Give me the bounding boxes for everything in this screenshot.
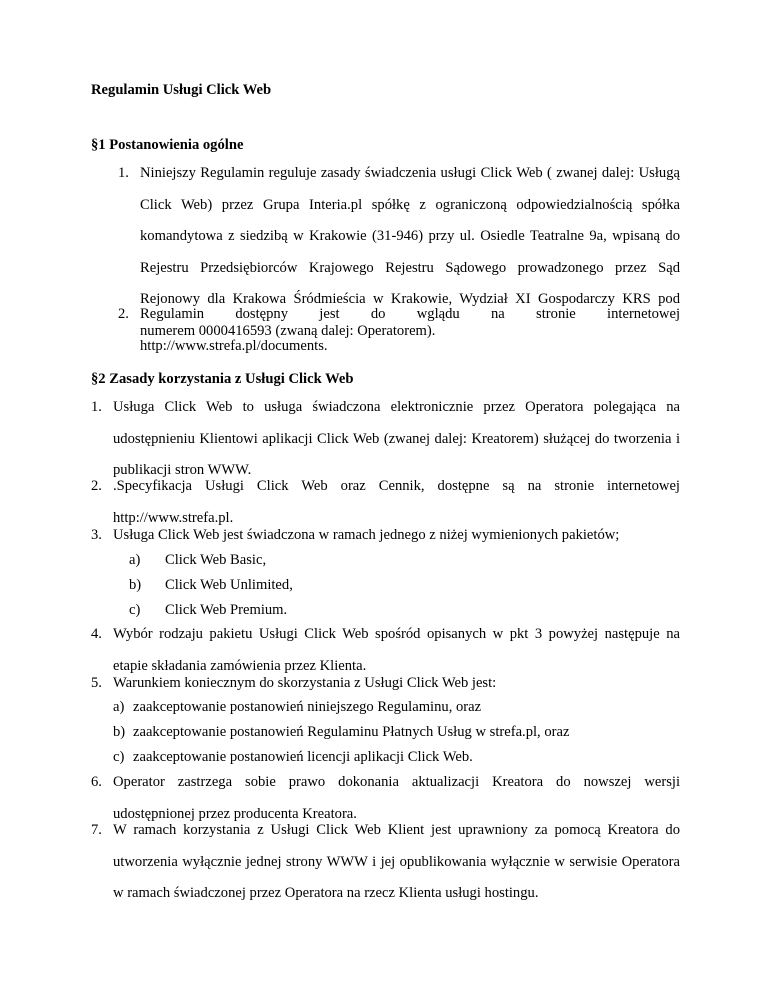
sub-label: a): [129, 552, 141, 568]
s1-item-2-link[interactable]: [140, 331, 680, 363]
sub-text: Click Web Unlimited,: [165, 577, 293, 593]
s2-item-5-sub-a: [113, 697, 481, 717]
s1-item-1-number: 1.: [118, 165, 129, 181]
s2-item-5-sub-b: [113, 722, 569, 742]
s2-item-5-text: Warunkiem koniecznym do skorzystania z Usługi Click Web jest:: [113, 675, 497, 691]
s2-item-3-sub-a: [129, 550, 266, 570]
s2-item-3-number: 3.: [91, 527, 102, 543]
s2-item-5-number: 5.: [91, 675, 102, 691]
s2-item-3: [91, 520, 680, 552]
sub-text: zaakceptowanie postanowień niniejszego Regulaminu, oraz: [133, 699, 482, 715]
section-2-heading: §2 Zasady korzystania z Usługi Click Web: [91, 371, 354, 387]
s2-item-4-text: Wybór rodzaju pakietu Usługi Click Web spośród opisanych w pkt 3 powyżej następuje na etapie składania zamówienia przez Klienta.: [113, 626, 680, 674]
sub-text: zaakceptowanie postanowień Regulaminu Płatnych Usług w strefa.pl, oraz: [133, 724, 570, 740]
s2-item-7-number: 7.: [91, 822, 102, 838]
sub-text: zaakceptowanie postanowień licencji aplikacji Click Web.: [133, 749, 473, 765]
sub-label: a): [113, 699, 125, 715]
s2-item-4-number: 4.: [91, 626, 102, 642]
s2-item-3-text: Usługa Click Web jest świadczona w ramach jednego z niżej wymienionych pakietów;: [113, 527, 620, 543]
s2-item-7: [91, 815, 680, 910]
s2-item-6-text: Operator zastrzega sobie prawo dokonania aktualizacji Kreatora do nowszej wersji udostępnionej przez producenta Kreatora.: [113, 774, 680, 822]
s1-item-2-url[interactable]: http://www.strefa.pl/documents.: [140, 337, 328, 354]
sub-label: b): [113, 724, 126, 740]
sub-text: Click Web Basic,: [165, 552, 267, 568]
s1-item-1-text: Niniejszy Regulamin reguluje zasady świadczenia usługi Click Web ( zwanej dalej: Usługą Click Web) przez Grupa Interia.pl spółkę z ograniczoną odpowiedzialnością spółka komandytowa z siedzibą w Krakowie (31-946) przy ul. Osiedle Teatralne 9a, wpisaną do Rejestru Przedsiębiorców Krajowego Rejestru Sądowego prowadzonego przez Sąd Rejonowy dla Krakowa Śródmieścia w Krakowie, Wydział XI Gospodarczy KRS pod numerem 0000416593 (zwaną dalej: Operatorem).: [140, 165, 680, 339]
s1-item-2: [118, 299, 680, 362]
s2-item-7-text: W ramach korzystania z Usługi Click Web Klient jest uprawniony za pomocą Kreatora do utworzenia wyłącznie jednej strony WWW i jej opublikowania wyłącznie w serwisie Operatora w ramach świadczonej przez Operatora na rzecz Klienta usługi hostingu.: [113, 822, 680, 902]
sub-label: c): [129, 602, 141, 618]
sub-label: c): [113, 749, 125, 765]
section-1-heading: §1 Postanowienia ogólne: [91, 137, 244, 153]
sub-label: b): [129, 577, 142, 593]
s1-item-2-text-line1: Regulamin dostępny jest do wglądu na stronie internetowej: [140, 306, 680, 322]
s2-item-1-text: Usługa Click Web to usługa świadczona elektronicznie przez Operatora polegająca na udostępnieniu Klientowi aplikacji Click Web (zwanej dalej: Kreatorem) służącej do tworzenia i publikacji stron WWW.: [113, 399, 680, 479]
document-title: Regulamin Usługi Click Web: [91, 82, 272, 98]
s2-item-3-sub-b: [129, 575, 293, 595]
sub-text: Click Web Premium.: [165, 602, 288, 618]
s2-item-6-number: 6.: [91, 774, 102, 790]
s2-item-3-sub-c: [129, 600, 287, 620]
s1-item-2-number: 2.: [118, 306, 129, 322]
s2-item-5: [91, 668, 680, 700]
s2-item-2-number: 2.: [91, 478, 102, 494]
s2-item-1-number: 1.: [91, 399, 102, 415]
s2-item-2-text: .Specyfikacja Usługi Click Web oraz Cennik, dostępne są na stronie internetowej http://www.strefa.pl.: [113, 478, 680, 526]
s2-item-5-sub-c: [113, 747, 473, 767]
